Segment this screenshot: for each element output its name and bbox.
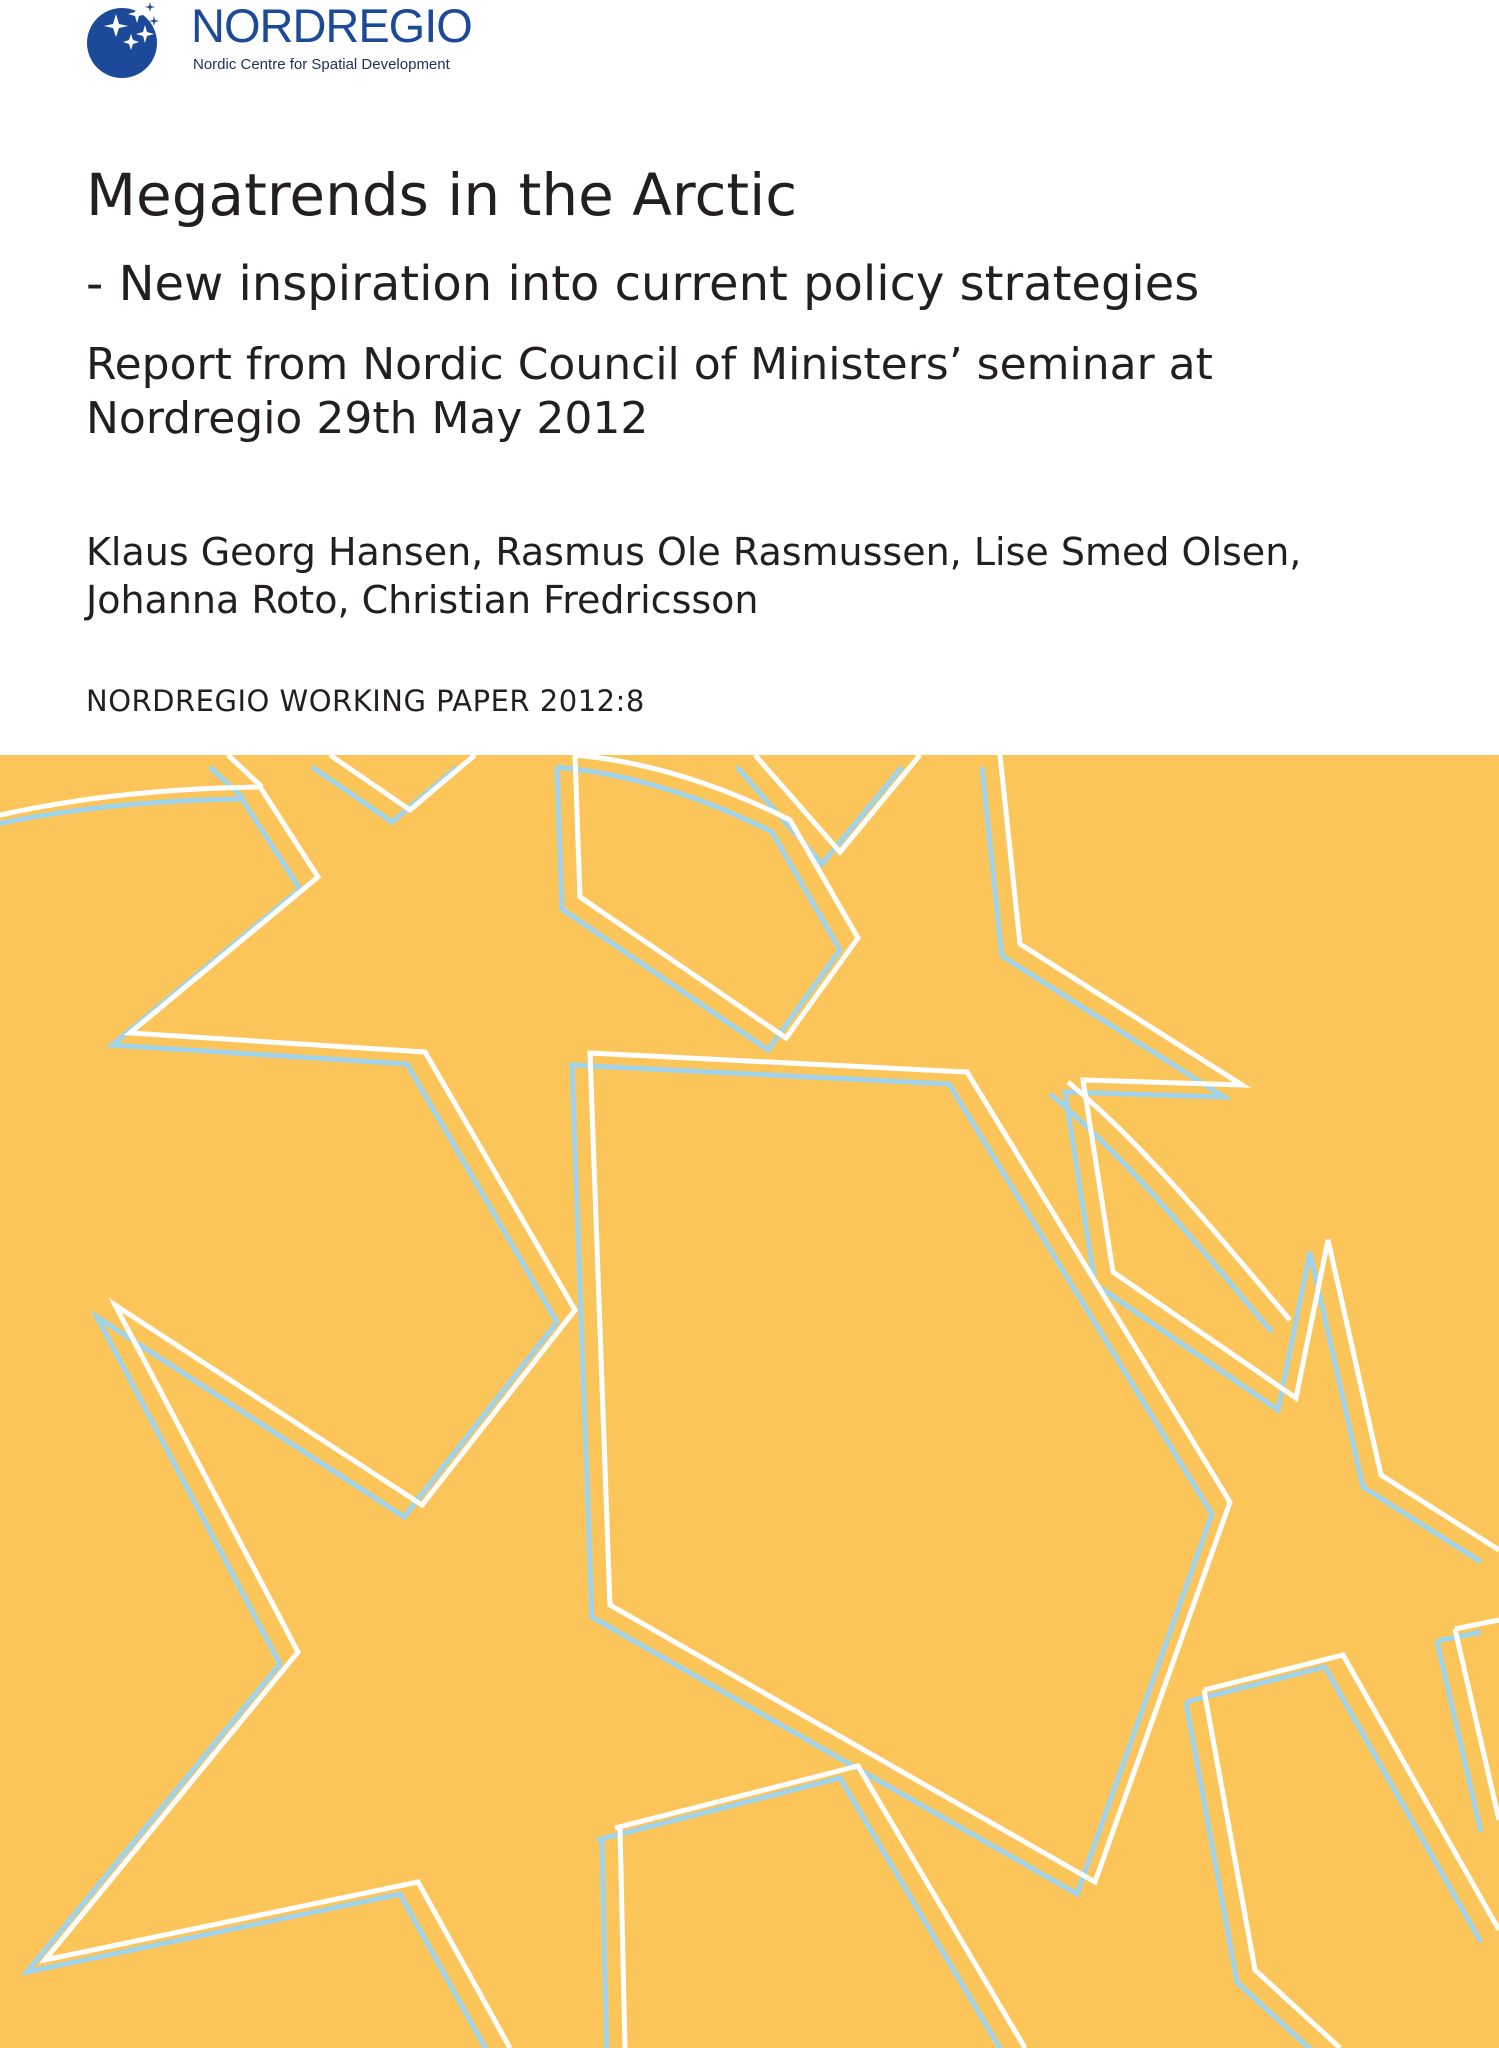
publisher-name: NORDREGIO <box>191 0 472 52</box>
report-subtitle: - New inspiration into current policy strategies <box>86 256 1200 312</box>
report-title: Megatrends in the Arctic <box>86 161 798 229</box>
globe-stars-logo-icon <box>85 0 165 80</box>
publisher-logo <box>85 0 485 80</box>
cover-star-artwork <box>0 755 1499 2048</box>
report-description: Report from Nordic Council of Ministers’ seminar at Nordregio 29th May 2012 <box>86 339 1213 444</box>
report-authors: Klaus Georg Hansen, Rasmus Ole Rasmussen, Lise Smed Olsen, Johanna Roto, Christian Fredricsson <box>86 530 1302 622</box>
series-label: NORDREGIO WORKING PAPER 2012:8 <box>86 684 645 718</box>
star-pattern-illustration <box>0 755 1499 2048</box>
publisher-tagline: Nordic Centre for Spatial Development <box>193 56 450 73</box>
